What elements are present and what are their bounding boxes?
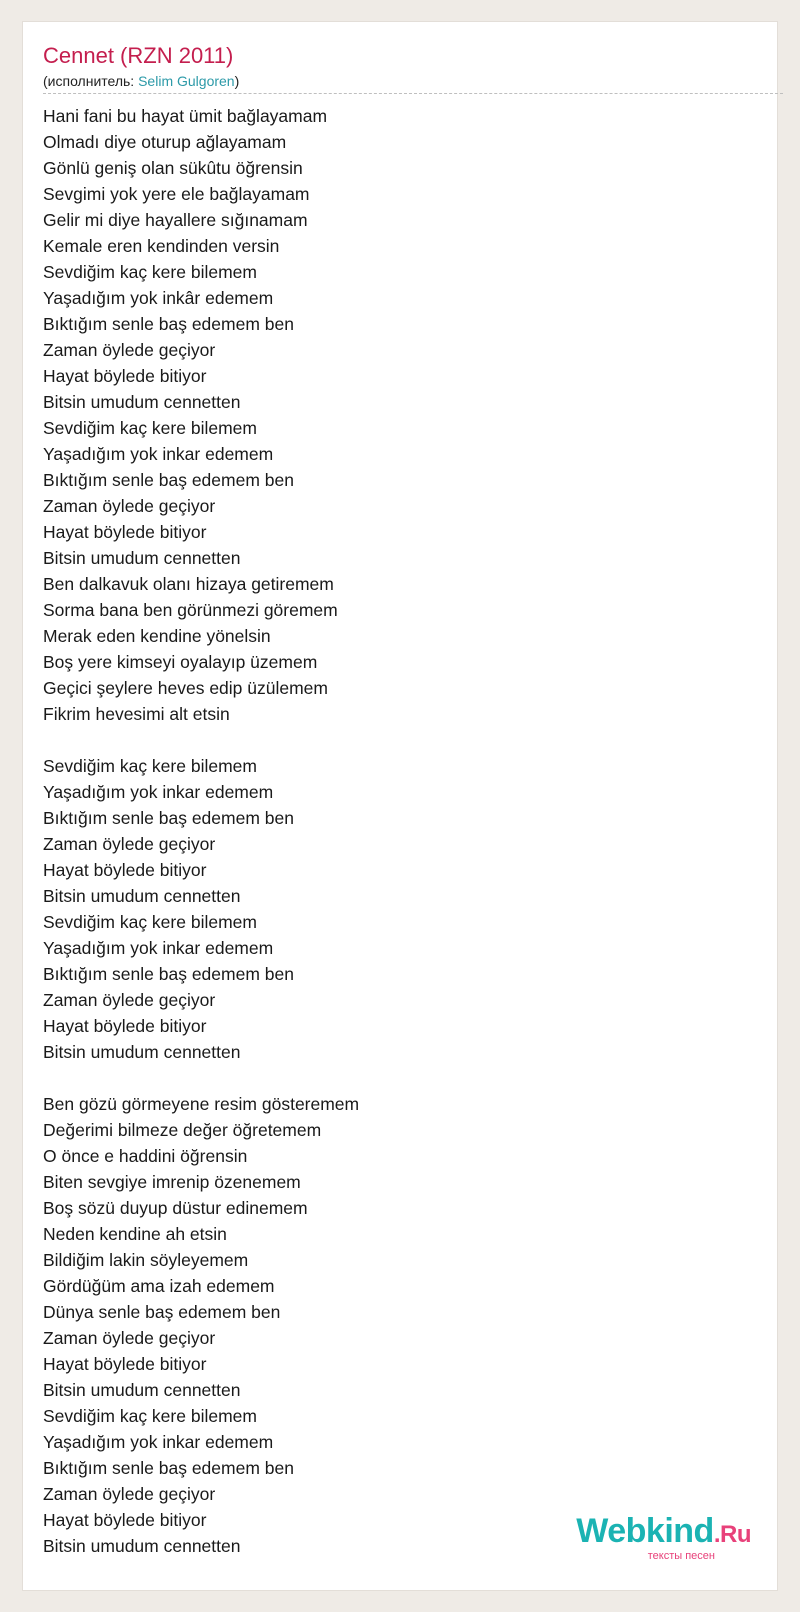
webkind-logo[interactable] xyxy=(576,1513,751,1562)
artist-suffix: ) xyxy=(234,73,240,89)
lyric-line: Zaman öylede geçiyor xyxy=(43,340,216,360)
lyric-line: Neden kendine ah etsin xyxy=(43,1224,227,1244)
lyric-line: O önce e haddini öğrensin xyxy=(43,1146,248,1166)
lyric-line: Hayat böylede bitiyor xyxy=(43,522,207,542)
lyric-line: Bitsin umudum cennetten xyxy=(43,392,241,412)
lyric-line: Gördüğüm ama izah edemem xyxy=(43,1276,275,1296)
lyric-line: Bitsin umudum cennetten xyxy=(43,1380,241,1400)
lyric-line: Bıktığım senle baş edemem ben xyxy=(43,1458,294,1478)
lyric-line: Gönlü geniş olan sükûtu öğrensin xyxy=(43,158,303,178)
artist-line xyxy=(43,72,239,90)
lyric-line: Sevdiğim kaç kere bilemem xyxy=(43,756,257,776)
stanza-break xyxy=(43,1065,743,1091)
lyric-line: Bıktığım senle baş edemem ben xyxy=(43,470,294,490)
logo-tagline: тексты песен xyxy=(647,1550,715,1562)
lyric-line: Ben dalkavuk olanı hizaya getiremem xyxy=(43,574,334,594)
lyric-line: Bitsin umudum cennetten xyxy=(43,1042,241,1062)
lyric-line: Hani fani bu hayat ümit bağlayamam xyxy=(43,106,328,126)
lyric-line: Ben gözü görmeyene resim gösteremem xyxy=(43,1094,360,1114)
lyric-line: Yaşadığım yok inkâr edemem xyxy=(43,288,274,308)
lyric-line: Olmadı diye oturup ağlayamam xyxy=(43,132,287,152)
lyrics-text xyxy=(43,103,743,1559)
logo-tld: .Ru xyxy=(713,1521,751,1548)
lyric-line: Değerimi bilmeze değer öğretemem xyxy=(43,1120,322,1140)
lyric-line: Boş yere kimseyi oyalayıp üzemem xyxy=(43,652,318,672)
song-title: Cennet (RZN 2011) xyxy=(43,43,234,68)
lyric-line: Merak eden kendine yönelsin xyxy=(43,626,271,646)
lyric-line: Zaman öylede geçiyor xyxy=(43,1484,216,1504)
title-divider xyxy=(43,93,783,94)
lyric-line: Yaşadığım yok inkar edemem xyxy=(43,782,274,802)
lyric-line: Zaman öylede geçiyor xyxy=(43,990,216,1010)
lyric-line: Yaşadığım yok inkar edemem xyxy=(43,938,274,958)
lyric-line: Zaman öylede geçiyor xyxy=(43,496,216,516)
artist-link[interactable]: Selim Gulgoren xyxy=(138,73,235,89)
stanza-break xyxy=(43,727,743,753)
lyric-line: Dünya senle baş edemem ben xyxy=(43,1302,281,1322)
lyric-line: Bıktığım senle baş edemem ben xyxy=(43,964,294,984)
lyric-line: Sevdiğim kaç kere bilemem xyxy=(43,418,257,438)
lyric-line: Zaman öylede geçiyor xyxy=(43,1328,216,1348)
lyric-line: Yaşadığım yok inkar edemem xyxy=(43,1432,274,1452)
lyric-line: Hayat böylede bitiyor xyxy=(43,1016,207,1036)
lyric-line: Hayat böylede bitiyor xyxy=(43,366,207,386)
lyrics-card xyxy=(22,21,778,1591)
lyric-line: Zaman öylede geçiyor xyxy=(43,834,216,854)
lyric-line: Bıktığım senle baş edemem ben xyxy=(43,314,294,334)
lyric-line: Kemale eren kendinden versin xyxy=(43,236,280,256)
lyric-line: Bıktığım senle baş edemem ben xyxy=(43,808,294,828)
artist-prefix: (исполнитель: xyxy=(43,73,139,89)
lyric-line: Sevdiğim kaç kere bilemem xyxy=(43,1406,257,1426)
lyric-line: Bitsin umudum cennetten xyxy=(43,548,241,568)
lyric-line: Boş sözü duyup düstur edinemem xyxy=(43,1198,308,1218)
lyric-line: Fikrim hevesimi alt etsin xyxy=(43,704,230,724)
logo-brand: Webkind xyxy=(576,1512,714,1550)
lyric-line: Hayat böylede bitiyor xyxy=(43,860,207,880)
lyric-line: Hayat böylede bitiyor xyxy=(43,1354,207,1374)
lyric-line: Geçici şeylere heves edip üzülemem xyxy=(43,678,328,698)
lyric-line: Bildiğim lakin söyleyemem xyxy=(43,1250,249,1270)
lyric-line: Sevgimi yok yere ele bağlayamam xyxy=(43,184,310,204)
lyric-line: Hayat böylede bitiyor xyxy=(43,1510,207,1530)
lyric-line: Bitsin umudum cennetten xyxy=(43,886,241,906)
lyric-line: Sevdiğim kaç kere bilemem xyxy=(43,262,257,282)
logo-wordmark xyxy=(576,1513,751,1553)
lyric-line: Sorma bana ben görünmezi göremem xyxy=(43,600,338,620)
lyric-line: Sevdiğim kaç kere bilemem xyxy=(43,912,257,932)
lyric-line: Yaşadığım yok inkar edemem xyxy=(43,444,274,464)
lyric-line: Biten sevgiye imrenip özenemem xyxy=(43,1172,301,1192)
lyric-line: Bitsin umudum cennetten xyxy=(43,1536,241,1556)
lyric-line: Gelir mi diye hayallere sığınamam xyxy=(43,210,308,230)
